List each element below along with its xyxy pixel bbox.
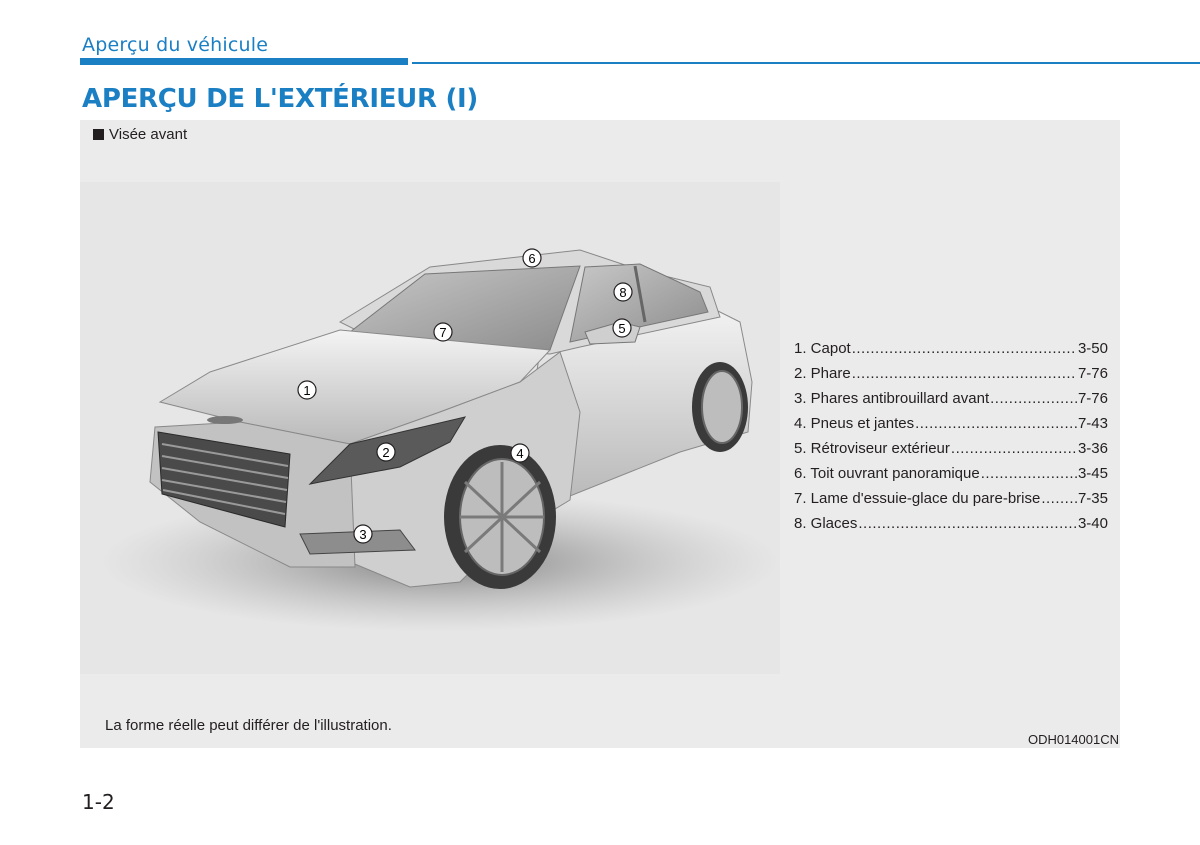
callout-marker-6 bbox=[523, 249, 541, 267]
callout-marker-4 bbox=[511, 444, 529, 462]
callout-marker-3 bbox=[354, 525, 372, 543]
callout-marker-2 bbox=[377, 443, 395, 461]
section-title: Aperçu du véhicule bbox=[82, 34, 269, 56]
callout-item: 7. Lame d'essuie-glace du pare-brise ..... 7-35 bbox=[794, 490, 1108, 515]
callout-marker-1 bbox=[298, 381, 316, 399]
callout-item: 5. Rétroviseur extérieur ..... 3-36 bbox=[794, 440, 1108, 465]
callout-marker-5 bbox=[613, 319, 631, 337]
callout-list bbox=[794, 340, 1108, 540]
svg-text:8: 8 bbox=[619, 285, 627, 300]
figure-code: ODH014001CN bbox=[1027, 732, 1119, 747]
callout-item: 2. Phare ..... 7-76 bbox=[794, 365, 1108, 390]
svg-text:2: 2 bbox=[382, 445, 390, 460]
callout-item: 1. Capot ..... 3-50 bbox=[794, 340, 1108, 365]
header-rule-thin bbox=[412, 62, 1200, 64]
square-bullet-icon bbox=[93, 129, 104, 140]
svg-text:3: 3 bbox=[359, 527, 367, 542]
svg-text:4: 4 bbox=[516, 446, 524, 461]
car-emblem bbox=[207, 416, 243, 424]
car-illustration bbox=[80, 182, 780, 674]
callout-item: 8. Glaces ..... 3-40 bbox=[794, 515, 1108, 540]
view-label bbox=[93, 126, 187, 143]
page-number: 1-2 bbox=[82, 790, 115, 814]
page-heading: APERÇU DE L'EXTÉRIEUR (I) bbox=[82, 84, 479, 114]
svg-text:6: 6 bbox=[528, 251, 536, 266]
callout-item: 6. Toit ouvrant panoramique ..... 3-45 bbox=[794, 465, 1108, 490]
callout-marker-7 bbox=[434, 323, 452, 341]
view-label-text: Visée avant bbox=[109, 126, 188, 143]
callout-marker-8 bbox=[614, 283, 632, 301]
header-rule-thick bbox=[80, 58, 408, 65]
figure-disclaimer: La forme réelle peut différer de l'illustration. bbox=[105, 717, 392, 734]
callout-item: 4. Pneus et jantes ..... 7-43 bbox=[794, 415, 1108, 440]
svg-text:1: 1 bbox=[303, 383, 311, 398]
svg-text:7: 7 bbox=[439, 325, 447, 340]
svg-text:5: 5 bbox=[618, 321, 626, 336]
callout-item: 3. Phares antibrouillard avant ..... 7-76 bbox=[794, 390, 1108, 415]
